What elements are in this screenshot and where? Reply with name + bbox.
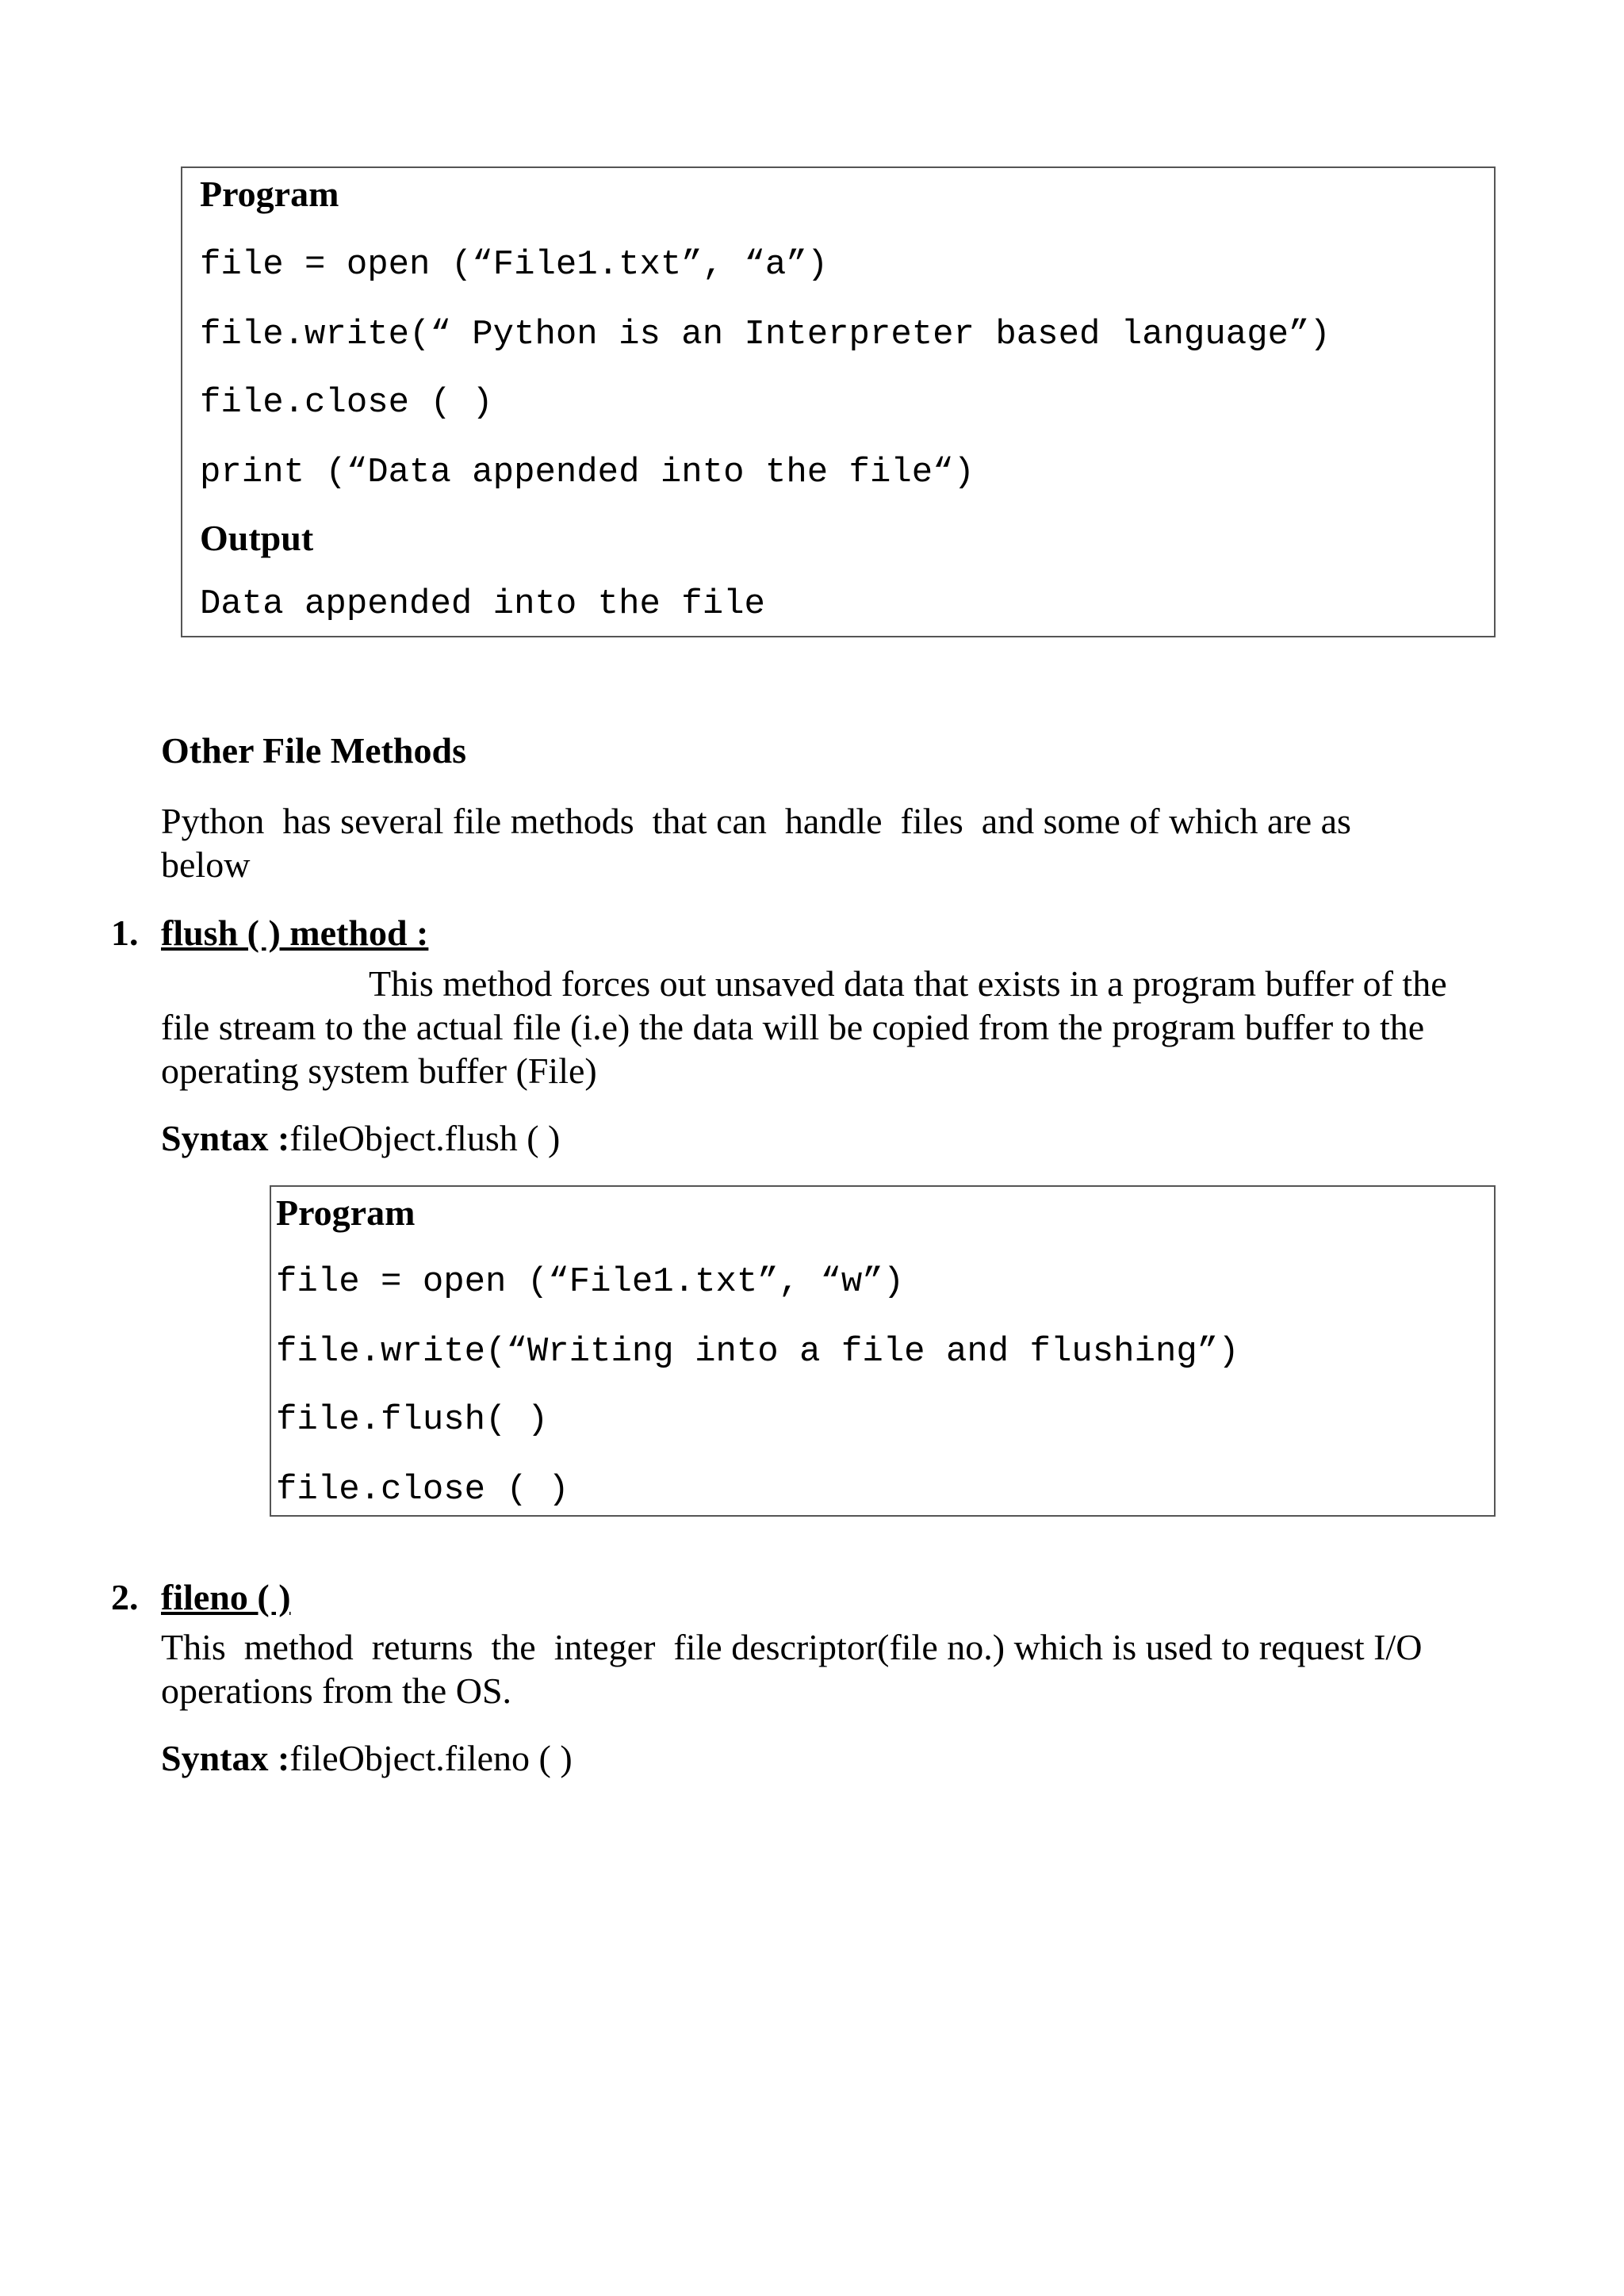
method-title: fileno ( ) — [161, 1577, 291, 1617]
syntax-value: fileObject.fileno ( ) — [289, 1738, 573, 1778]
method-description-line: operating system buffer (File) — [161, 1050, 597, 1091]
method-description-line: file stream to the actual file (i.e) the data will be copied from the program buffer to the — [161, 1007, 1425, 1047]
syntax-value: fileObject.flush ( ) — [289, 1118, 561, 1158]
method-description-line: This method forces out unsaved data that exists in a program buffer of the — [369, 963, 1447, 1004]
code-line: file = open (“File1.txt”, “a”) — [200, 245, 829, 285]
program-box-2 — [270, 1185, 1496, 1517]
method-description-line: This method returns the integer file descriptor(file no.) which is used to request I/O — [161, 1627, 1423, 1667]
code-line: file.write(“Writing into a file and flushing”) — [276, 1332, 1239, 1372]
intro-paragraph-line: below — [161, 844, 251, 885]
program-heading: Program — [276, 1192, 416, 1233]
code-line: print (“Data appended into the file“) — [200, 453, 975, 492]
syntax-line — [161, 1116, 560, 1161]
output-heading: Output — [200, 518, 314, 558]
code-line: file = open (“File1.txt”, “w”) — [276, 1262, 905, 1302]
method-title: flush ( ) method : — [161, 913, 429, 953]
list-number: 2. — [111, 1577, 139, 1617]
program-heading: Program — [200, 174, 339, 214]
intro-paragraph-line: Python has several file methods that can handle files and some of which are as — [161, 801, 1351, 841]
output-line: Data appended into the file — [200, 584, 765, 624]
code-line: file.write(“ Python is an Interpreter based language”) — [200, 315, 1331, 354]
code-line: file.close ( ) — [200, 383, 493, 423]
method-description-line: operations from the OS. — [161, 1670, 512, 1711]
code-line: file.close ( ) — [276, 1470, 569, 1510]
list-number: 1. — [111, 913, 139, 953]
syntax-label: Syntax : — [161, 1738, 290, 1778]
syntax-line — [161, 1736, 573, 1781]
program-box-1 — [181, 166, 1496, 637]
section-heading: Other File Methods — [161, 730, 466, 771]
syntax-label: Syntax : — [161, 1118, 290, 1158]
code-line: file.flush( ) — [276, 1400, 549, 1440]
